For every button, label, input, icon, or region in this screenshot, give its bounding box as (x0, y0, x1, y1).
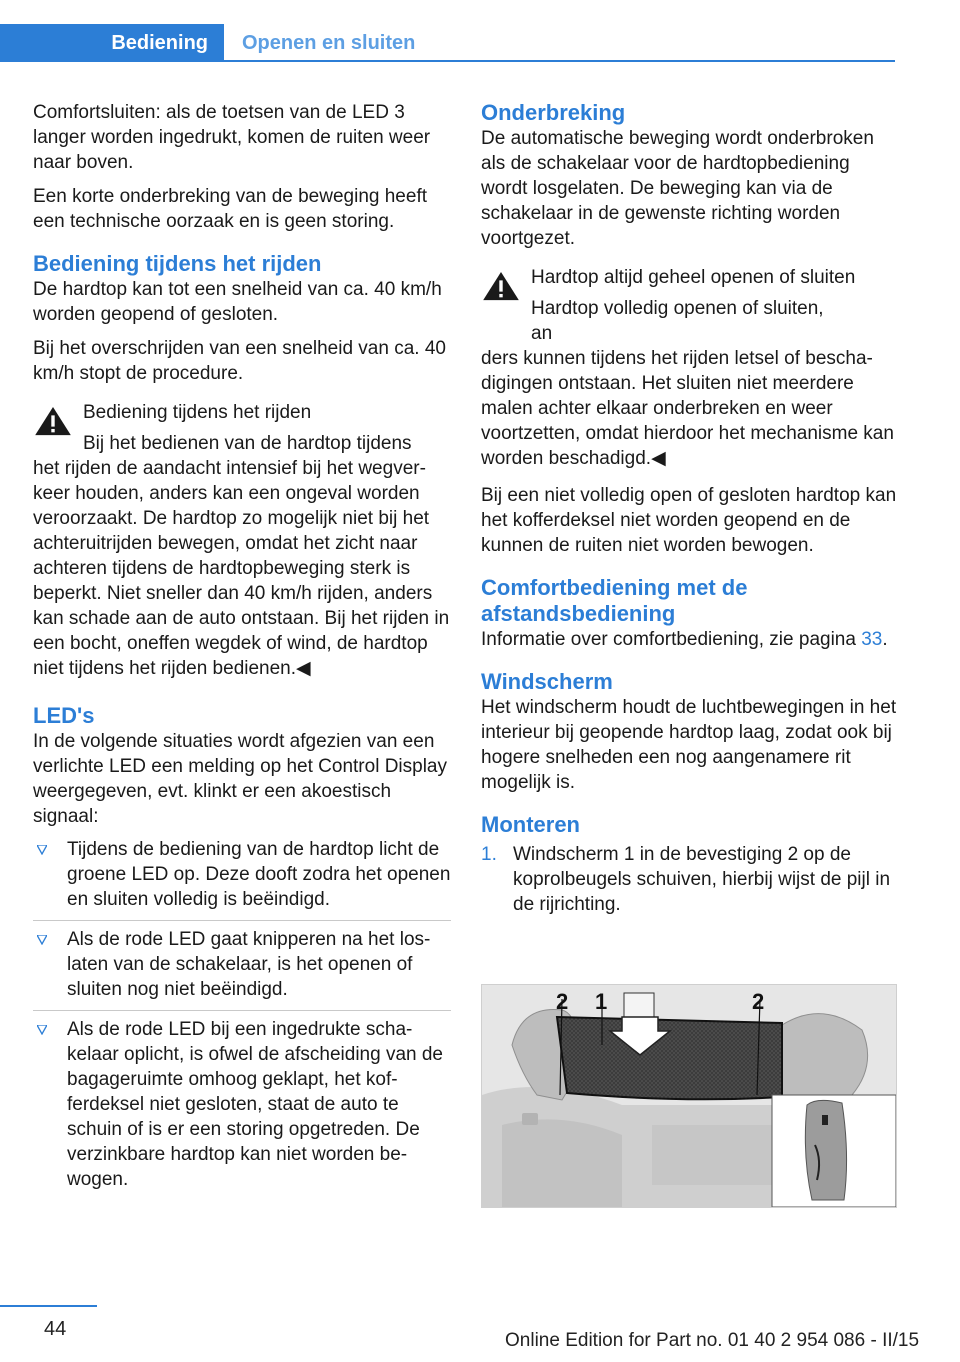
list-item-text: Als de rode LED bij een ingedrukte schakelaar oplicht, is ofwel de afscheiding van de bagageruimte omhoog geklapt, het kofferdeksel niet gesloten, staat de auto te schuin of is er een storing opgetreden. De verzinkbare hardtop kan niet worden bewogen. (67, 1019, 444, 1190)
paragraph-comfort-info (481, 627, 897, 652)
figure-label-2-right: 2 (752, 989, 765, 1014)
step-number: 1. (481, 844, 497, 865)
tab-bediening[interactable] (0, 24, 224, 62)
list-item (33, 921, 451, 1011)
section-monteren (481, 812, 897, 917)
warning-title: Bediening tijdens het rijden (83, 402, 312, 423)
section-leds (33, 703, 451, 1200)
heading-onderbreking: Onderbreking (481, 100, 626, 125)
warning-triangle-icon (481, 271, 521, 301)
paragraph-comfortsluiten: Comfortsluiten: als de toetsen van de LED 3 langer worden ingedrukt, komen de ruiten weer naar boven. (33, 102, 431, 173)
page-link-33[interactable]: 33 (861, 629, 883, 650)
warning-title: Hardtop altijd geheel openen of sluiten (531, 267, 856, 288)
paragraph-windscherm: Het windscherm houdt de luchtbewegingen in het interieur bij geopende hardtop laag, zodat ook bij hogere snelheden een nog aangenamere rit mogelijk is. (481, 697, 897, 793)
step-text: Windscherm 1 in de bevestiging 2 op de koprolbeugels schuiven, hierbij wijst de pijl in de rijrichting. (513, 844, 891, 915)
warning-triangle-icon (33, 406, 73, 436)
heading-comfortbediening: Comfortbediening met de afstandsbediening (481, 575, 748, 626)
led-list (33, 831, 451, 1200)
header-divider (0, 60, 895, 62)
figure-label-1: 1 (595, 989, 608, 1014)
paragraph-onderbreking-note: Een korte onderbreking van de beweging heeft een technische oorzaak en is geen storing. (33, 186, 427, 232)
triangle-bullet-icon (37, 935, 47, 945)
list-item (33, 1011, 451, 1200)
right-column (481, 100, 897, 917)
left-column (33, 100, 451, 1200)
section-bediening-rijden (33, 251, 451, 681)
page-header (0, 0, 960, 62)
paragraph-comfort-text: Informatie over comfortbediening, zie pagina (481, 629, 862, 650)
footer-divider (0, 1305, 97, 1307)
warning-text-first-line: Hardtop volledig openen of sluiten, an (531, 298, 824, 344)
tab-openen-label: Openen en sluiten (242, 31, 416, 54)
warning-text: het rijden de aandacht intensief bij het wegverkeer houden, anders kan een ongeval worden veroorzaakt. De hardtop zo mogelijk niet bij het achteruitrijden bewegen, omdat het zicht naar achteren tijdens de hardtopbeweging sterk is beperkt. Niet sneller dan 40 km/h rijden, anders kan schade aan de auto ontstaan. Bij het rijden in een bocht, oneffen wegdek of wind, de hardtop niet tijdens het rijden bedienen.◀ (33, 458, 450, 679)
paragraph-comfort-period: . (882, 629, 888, 650)
paragraph-onderbreking: De automatische beweging wordt onderbroken als de schakelaar voor de hardtopbediening wordt losgelaten. De beweging kan via de schakelaar in de gewenste richting worden voortgezet. (481, 128, 874, 249)
section-windscherm (481, 669, 897, 795)
heading-bediening-rijden: Bediening tijdens het rijden (33, 251, 322, 276)
tab-bediening-label: Bediening (111, 31, 208, 54)
heading-leds: LED's (33, 703, 95, 728)
figure-label-2-left: 2 (556, 989, 569, 1014)
paragraph-kofferdeksel: Bij een niet volledig open of gesloten hardtop kan het kofferdeksel niet worden geopend en de kunnen de ruiten niet worden bewogen. (481, 485, 897, 556)
windscherm-figure (481, 984, 897, 1208)
triangle-bullet-icon (37, 1025, 47, 1035)
heading-windscherm: Windscherm (481, 669, 613, 694)
heading-monteren: Monteren (481, 812, 580, 837)
warning-hardtop (481, 265, 897, 471)
warning-text: ders kunnen tijdens het rijden letsel of beschadigingen ontstaan. Het sluiten niet meerdere malen achter elkaar onderbreken en weer voortzetten, omdat hierdoor het mechanisme kan worden beschadigd.◀ (481, 348, 894, 469)
step-item (481, 842, 897, 917)
paragraph-snelheid: De hardtop kan tot een snelheid van ca. 40 km/h worden geopend of gesloten. (33, 279, 442, 325)
paragraph-overschrijden: Bij het overschrijden van een snelheid van ca. 40 km/h stopt de procedure. (33, 338, 446, 384)
list-item (33, 831, 451, 921)
monteren-steps (481, 842, 897, 917)
page-number: 44 (44, 1318, 67, 1340)
warning-text-first-line: Bij het bedienen van de hardtop tijdens (83, 433, 412, 454)
paragraph-leds-intro: In de volgende situaties wordt afgezien van een verlichte LED een melding op het Control Display weergegeven, evt. klinkt er een akoestisch signaal: (33, 731, 447, 827)
tab-openen-en-sluiten[interactable] (224, 24, 415, 62)
list-item-text: Als de rode LED gaat knipperen na het loslaten van de schakelaar, is het openen of sluiten nog niet beëindigd. (67, 929, 431, 1000)
footer-edition: Online Edition for Part no. 01 40 2 954 086 - II/15 (505, 1330, 920, 1351)
list-item-text: Tijdens de bediening van de hardtop licht de groene LED op. Deze dooft zodra het openen en sluiten volledig is beëindigd. (67, 839, 451, 910)
warning-bediening-rijden (33, 400, 451, 681)
windscherm-illustration (482, 985, 896, 1207)
section-comfortbediening (481, 575, 897, 652)
triangle-bullet-icon (37, 845, 47, 855)
